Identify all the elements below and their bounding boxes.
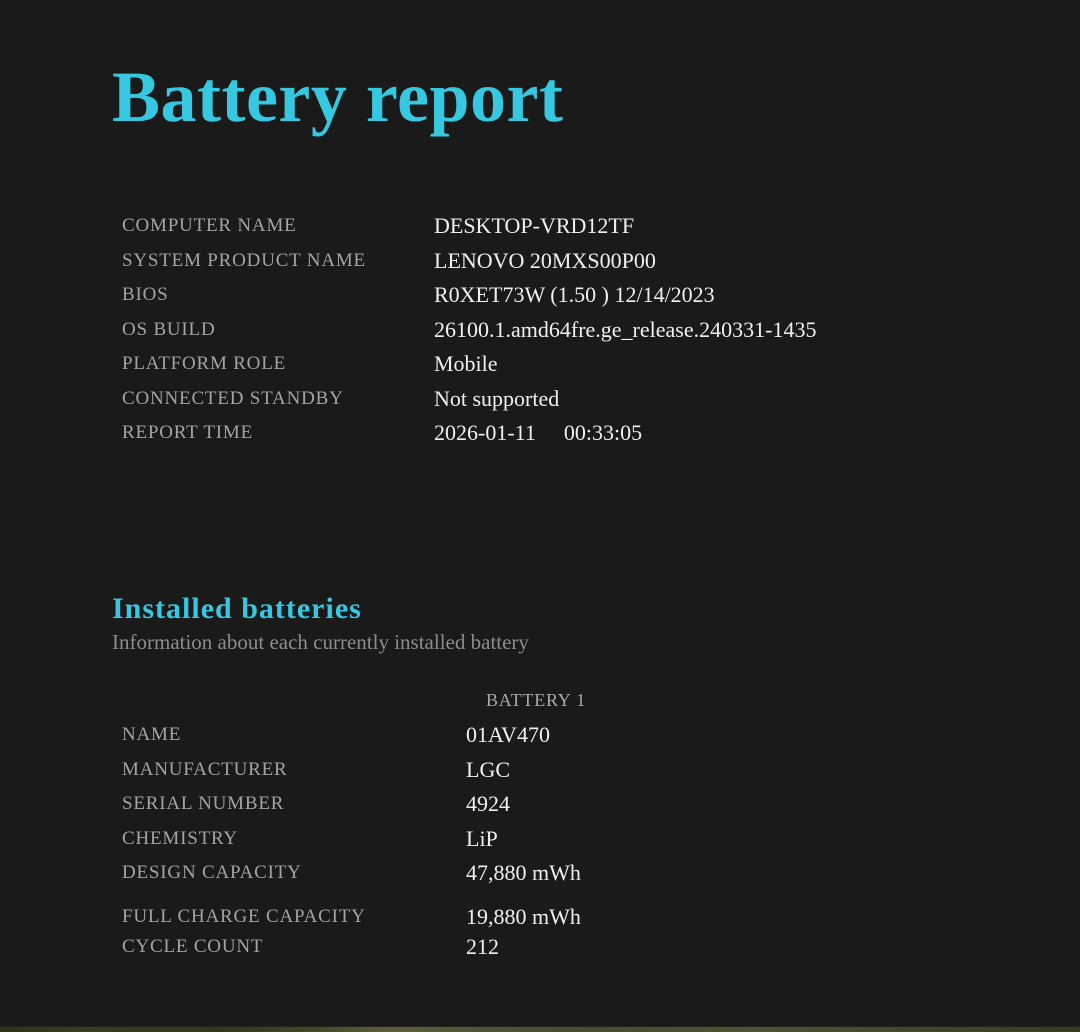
page-title: Battery report [112,57,564,137]
info-value: R0XET73W (1.50 ) 12/14/2023 [434,282,715,308]
battery-value: 47,880 mWh [466,860,581,886]
table-row [112,209,816,244]
table-row [112,278,816,313]
info-label: PLATFORM ROLE [122,353,287,375]
table-row [112,347,816,382]
bottom-edge-strip [0,1026,1080,1032]
battery-label: CHEMISTRY [122,827,238,849]
table-row [112,856,586,891]
battery-label: CYCLE COUNT [122,935,264,957]
table-row [112,930,586,965]
info-value: 26100.1.amd64fre.ge_release.240331-1435 [434,316,817,342]
info-value: Not supported [434,385,560,411]
info-value: Mobile [434,351,498,377]
table-row [112,718,586,753]
table-row [112,891,586,930]
info-value: DESKTOP-VRD12TF [434,213,635,239]
installed-batteries-subtitle: Information about each currently installed battery [112,629,529,654]
battery-value: 19,880 mWh [466,903,581,929]
battery-label: NAME [122,724,182,746]
battery-value: 4924 [466,791,510,817]
table-row [112,822,586,857]
battery-value: 212 [466,933,499,959]
report-date: 2026-01-11 [434,420,536,446]
battery-label: SERIAL NUMBER [122,793,285,815]
info-label: OS BUILD [122,318,216,340]
info-label: BIOS [122,284,169,306]
battery-value: 01AV470 [466,722,550,748]
report-time: 00:33:05 [563,420,643,446]
info-label: CONNECTED STANDBY [122,387,344,409]
table-row [112,244,816,279]
table-header-row [112,684,586,719]
info-label: SYSTEM PRODUCT NAME [122,249,366,271]
table-row [112,416,816,451]
report-time-value [434,416,816,451]
system-info-table [112,209,816,451]
battery-value: LiP [466,825,498,851]
installed-batteries-table [112,684,586,965]
info-label: COMPUTER NAME [122,215,297,237]
info-label: REPORT TIME [122,422,254,444]
table-row [112,382,816,417]
battery-label: MANUFACTURER [122,758,288,780]
empty-header-cell [112,684,466,719]
table-row [112,753,586,788]
table-row [112,313,816,348]
battery-column-header: BATTERY 1 [486,690,587,711]
battery-label: FULL CHARGE CAPACITY [122,905,366,927]
battery-value: LGC [466,756,510,782]
installed-batteries-heading: Installed batteries [112,591,362,625]
battery-label: DESIGN CAPACITY [122,862,302,884]
table-row [112,787,586,822]
info-value: LENOVO 20MXS00P00 [434,247,656,273]
